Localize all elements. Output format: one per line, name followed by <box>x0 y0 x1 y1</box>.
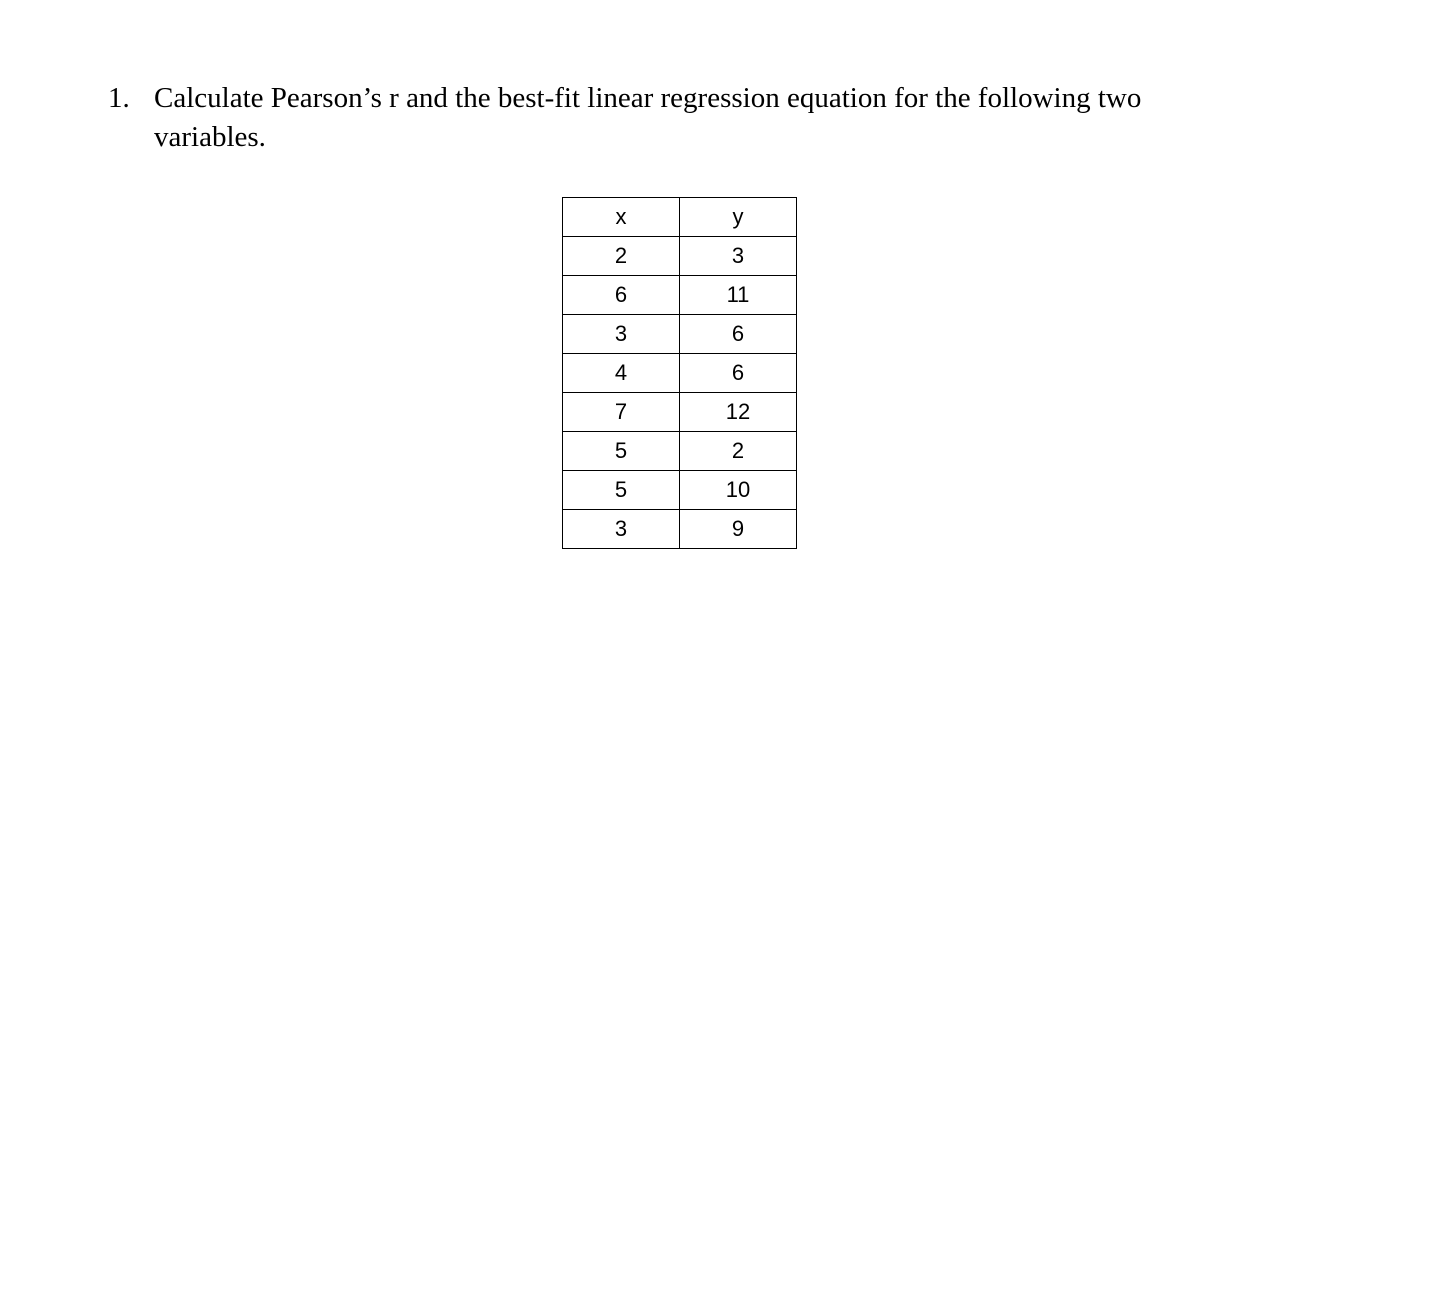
cell-y: 3 <box>680 237 797 276</box>
cell-x: 4 <box>563 354 680 393</box>
cell-y: 12 <box>680 393 797 432</box>
cell-x: 5 <box>563 471 680 510</box>
cell-y: 11 <box>680 276 797 315</box>
table-row <box>563 354 797 393</box>
data-table <box>562 197 797 549</box>
cell-x: 7 <box>563 393 680 432</box>
table-row <box>563 432 797 471</box>
cell-x: 5 <box>563 432 680 471</box>
table-row <box>563 315 797 354</box>
cell-y: 6 <box>680 315 797 354</box>
cell-y: 2 <box>680 432 797 471</box>
question-text: Calculate Pearson’s r and the best-fit linear regression equation for the following two variables. <box>154 82 1142 153</box>
cell-x: 2 <box>563 237 680 276</box>
question-number: 1. <box>108 82 130 114</box>
cell-y: 9 <box>680 510 797 549</box>
cell-y: 6 <box>680 354 797 393</box>
cell-x: 3 <box>563 315 680 354</box>
cell-x: 6 <box>563 276 680 315</box>
question-item <box>108 79 1208 157</box>
table-row <box>563 393 797 432</box>
cell-x: 3 <box>563 510 680 549</box>
table-header-row <box>563 198 797 237</box>
header-y: y <box>680 198 797 237</box>
table-row <box>563 237 797 276</box>
cell-y: 10 <box>680 471 797 510</box>
table-row <box>563 276 797 315</box>
table-row <box>563 510 797 549</box>
header-x: x <box>563 198 680 237</box>
table-row <box>563 471 797 510</box>
